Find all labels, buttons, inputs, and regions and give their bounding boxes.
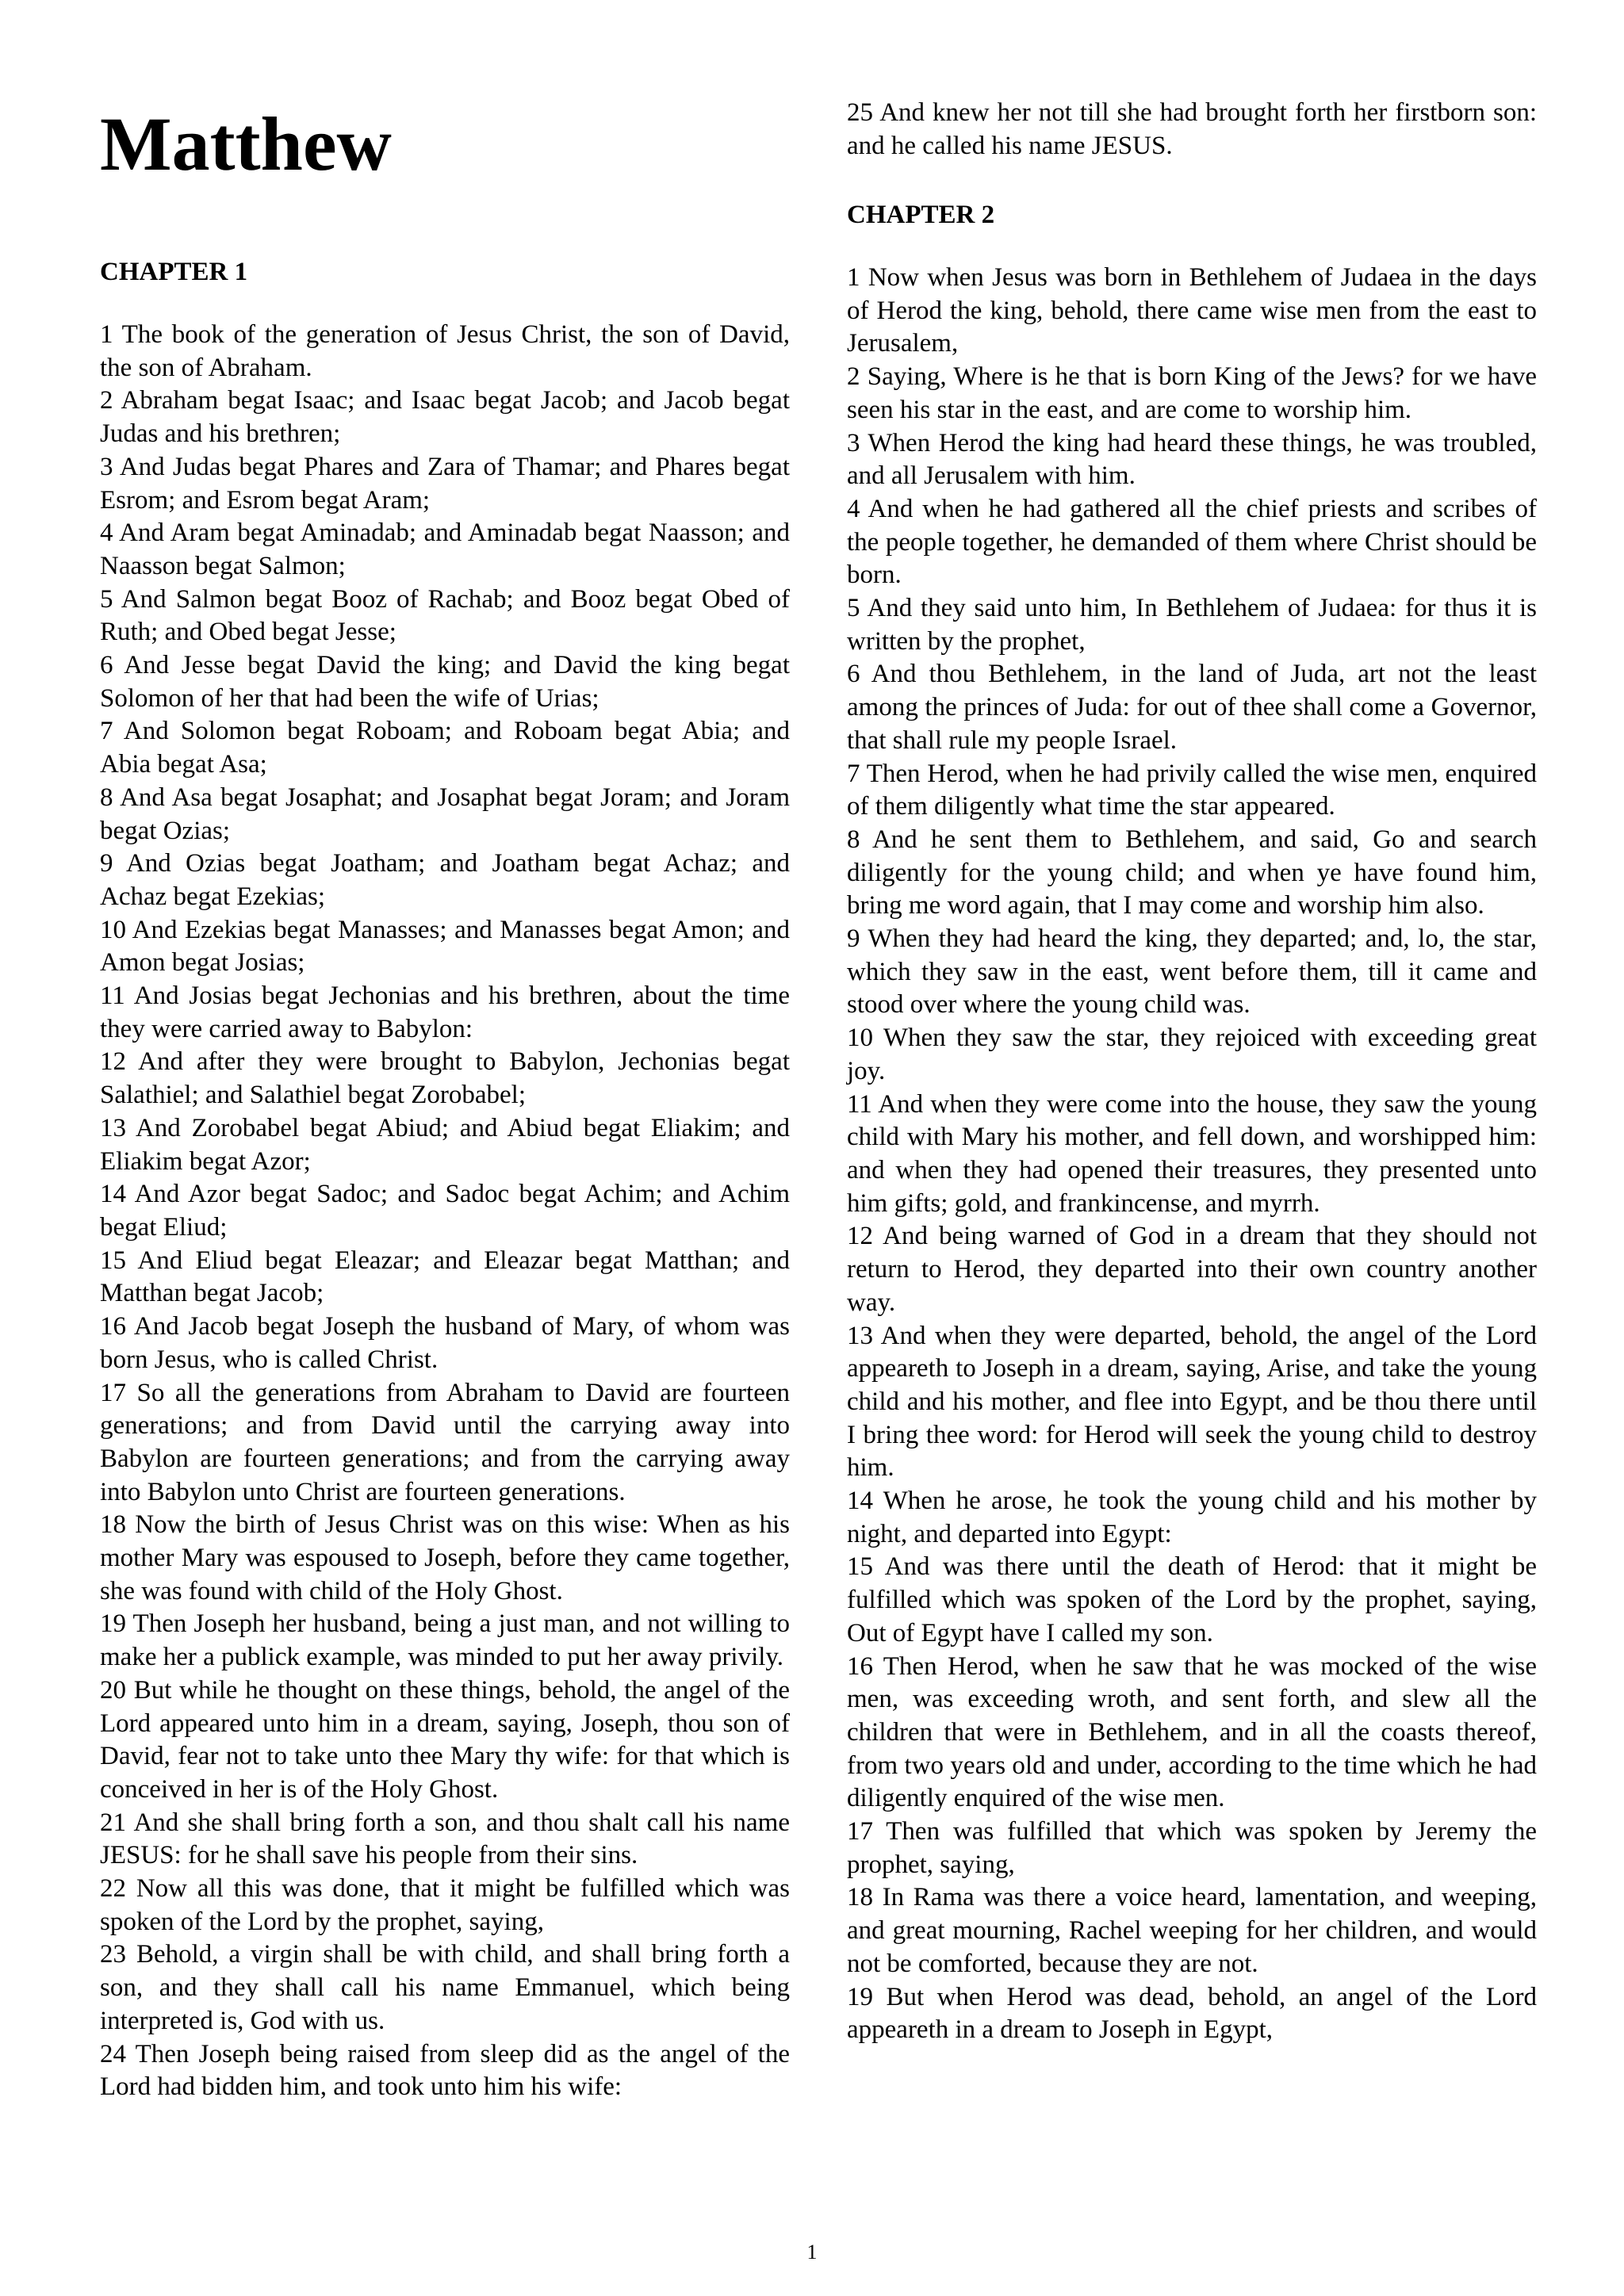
verse: 11 And Josias begat Jechonias and his brethren, about the time they were carried away to Babylon: [100, 982, 790, 1043]
verse: 7 Then Herod, when he had privily called the wise men, enquired of them diligently what time the star appeared. [847, 759, 1537, 821]
verse: 13 And Zorobabel begat Abiud; and Abiud begat Eliakim; and Eliakim begat Azor; [100, 1113, 790, 1176]
verse: 8 And Asa begat Josaphat; and Josaphat begat Joram; and Joram begat Ozias; [100, 783, 790, 845]
verse: 4 And when he had gathered all the chief priests and scribes of the people together, he demanded of them where Christ should be born. [847, 494, 1537, 590]
verse: 2 Saying, Where is he that is born King of the Jews? for we have seen his star in the east, and are come to worship him. [847, 362, 1537, 424]
verse: 11 And when they were come into the house, they saw the young child with Mary his mother, and fell down, and worshipped him: and when they had opened their treasures, they presented unto him gifts; gold, and frankincense, and myrrh. [847, 1089, 1537, 1218]
verse: 9 When they had heard the king, they departed; and, lo, the star, which they saw in the east, went before them, till it came and stood over where the young child was. [847, 924, 1537, 1020]
verse: 23 Behold, a virgin shall be with child, and shall bring forth a son, and they shall call his name Emmanuel, which being interpreted is, God with us. [100, 1940, 790, 2035]
chapter-1-verses [100, 319, 790, 2104]
verse: 19 Then Joseph her husband, being a just man, and not willing to make her a publick example, was minded to put her away privily. [100, 1609, 790, 1672]
verse: 21 And she shall bring forth a son, and thou shalt call his name JESUS: for he shall save his people from their sins. [100, 1808, 790, 1870]
verse: 18 Now the birth of Jesus Christ was on this wise: When as his mother Mary was espoused to Joseph, before they came together, she was found with child of the Holy Ghost. [100, 1510, 790, 1605]
verse: 9 And Ozias begat Joatham; and Joatham begat Achaz; and Achaz begat Ezekias; [100, 849, 790, 911]
verse: 1 Now when Jesus was born in Bethlehem of Judaea in the days of Herod the king, behold, there came wise men from the east to Jerusalem, [847, 263, 1537, 358]
verse: 22 Now all this was done, that it might be fulfilled which was spoken of the Lord by the prophet, saying, [100, 1874, 790, 1936]
verse: 16 Then Herod, when he saw that he was mocked of the wise men, was exceeding wroth, and sent forth, and slew all the children that were in Bethlehem, and in all the coasts thereof, from two years old and under, according to the time which he had diligently enquired of the wise men. [847, 1651, 1537, 1813]
verse: 6 And Jesse begat David the king; and David the king begat Solomon of her that had been the wife of Urias; [100, 651, 790, 713]
verse: 7 And Solomon begat Roboam; and Roboam begat Abia; and Abia begat Asa; [100, 717, 790, 779]
verse: 14 And Azor begat Sadoc; and Sadoc begat Achim; and Achim begat Eliud; [100, 1180, 790, 1242]
verse: 6 And thou Bethlehem, in the land of Juda, art not the least among the princes of Juda: for out of thee shall come a Governor, that shall rule my people Israel. [847, 660, 1537, 755]
book-title: Matthew [100, 101, 392, 186]
verse: 17 Then was fulfilled that which was spoken by Jeremy the prophet, saying, [847, 1817, 1537, 1879]
verse: 19 But when Herod was dead, behold, an angel of the Lord appeareth in a dream to Joseph in Egypt, [847, 1982, 1537, 2045]
verse: 16 And Jacob begat Joseph the husband of Mary, of whom was born Jesus, who is called Christ. [100, 1312, 790, 1374]
verse: 12 And after they were brought to Babylon, Jechonias begat Salathiel; and Salathiel begat Zorobabel; [100, 1047, 790, 1110]
verse: 15 And Eliud begat Eleazar; and Eleazar begat Matthan; and Matthan begat Jacob; [100, 1246, 790, 1308]
verse: 8 And he sent them to Bethlehem, and said, Go and search diligently for the young child; and when ye have found him, bring me word again, that I may come and worship him also. [847, 825, 1537, 920]
verse: 3 And Judas begat Phares and Zara of Thamar; and Phares begat Esrom; and Esrom begat Aram; [100, 452, 790, 515]
chapter-2-verses [847, 262, 1537, 2047]
verse: 4 And Aram begat Aminadab; and Aminadab begat Naasson; and Naasson begat Salmon; [100, 519, 790, 580]
chapter-1-verses-continued [847, 97, 1537, 163]
verse: 25 And knew her not till she had brought forth her firstborn son: and he called his name JESUS. [847, 98, 1537, 160]
verse: 15 And was there until the death of Herod: that it might be fulfilled which was spoken of the Lord by the prophet, saying, Out of Egypt have I called my son. [847, 1552, 1537, 1647]
chapter-1-heading: CHAPTER 1 [100, 258, 248, 286]
verse: 10 And Ezekias begat Manasses; and Manasses begat Amon; and Amon begat Josias; [100, 915, 790, 978]
verse: 18 In Rama was there a voice heard, lamentation, and weeping, and great mourning, Rachel weeping for her children, and would not be comforted, because they are not. [847, 1883, 1537, 1978]
verse: 14 When he arose, he took the young child and his mother by night, and departed into Egypt: [847, 1487, 1537, 1548]
verse: 2 Abraham begat Isaac; and Isaac begat Jacob; and Jacob begat Judas and his brethren; [100, 386, 790, 449]
verse: 5 And Salmon begat Booz of Rachab; and Booz begat Obed of Ruth; and Obed begat Jesse; [100, 584, 790, 647]
verse: 17 So all the generations from Abraham to David are fourteen generations; and from David until the carrying away into Babylon are fourteen generations; and from the carrying away into Babylon unto Christ are fourteen generations. [100, 1378, 790, 1506]
verse: 3 When Herod the king had heard these things, he was troubled, and all Jerusalem with him. [847, 428, 1537, 491]
verse: 1 The book of the generation of Jesus Christ, the son of David, the son of Abraham. [100, 320, 790, 382]
verse: 10 When they saw the star, they rejoiced with exceeding great joy. [847, 1024, 1537, 1085]
verse: 12 And being warned of God in a dream that they should not return to Herod, they departed into their own country another way. [847, 1222, 1537, 1317]
chapter-2-heading: CHAPTER 2 [847, 201, 995, 229]
verse: 5 And they said unto him, In Bethlehem of Judaea: for thus it is written by the prophet, [847, 594, 1537, 656]
verse: 20 But while he thought on these things, behold, the angel of the Lord appeared unto him in a dream, saying, Joseph, thou son of David, fear not to take unto thee Mary thy wife: for that which is conceived in her is of the Holy Ghost. [100, 1675, 790, 1804]
verse: 24 Then Joseph being raised from sleep did as the angel of the Lord had bidden him, and took unto him his wife: [100, 2039, 790, 2102]
verse: 13 And when they were departed, behold, the angel of the Lord appeareth to Joseph in a dream, saying, Arise, and take the young child and his mother, and flee into Egypt, and be thou there until I bring thee word: for Herod will seek the young child to destroy him. [847, 1321, 1537, 1483]
page-number: 1 [806, 2241, 818, 2263]
